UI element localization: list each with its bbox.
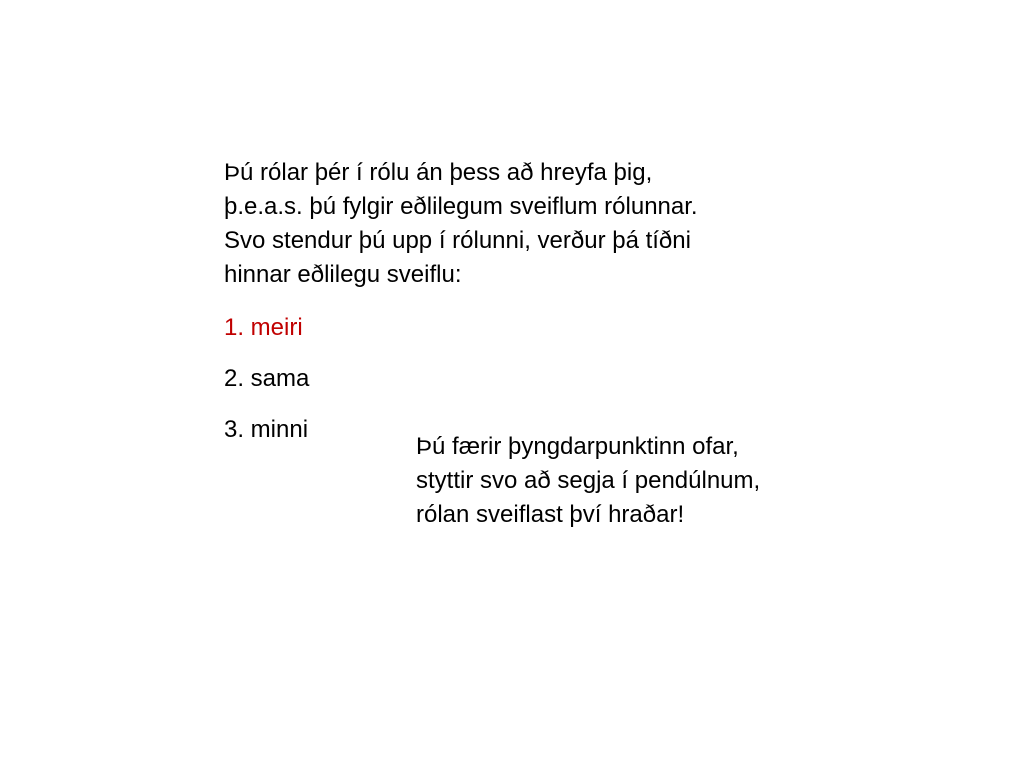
- question-line: Þú rólar þér í rólu án þess að hreyfa þig,: [224, 159, 653, 186]
- option-minni: 3. minni: [224, 416, 309, 443]
- question-line: þ.e.a.s. þú fylgir eðlilegum sveiflum rólunnar.: [224, 193, 698, 220]
- option-sama: 2. sama: [224, 365, 310, 392]
- answer-line: rólan sveiflast því hraðar!: [416, 501, 685, 528]
- answer-options: [224, 311, 309, 464]
- option-meiri: 1. meiri: [224, 314, 303, 341]
- answer-line: Þú færir þyngdarpunktinn ofar,: [416, 433, 739, 460]
- answer-explanation: [416, 430, 856, 532]
- question-line: hinnar eðlilegu sveiflu:: [224, 261, 462, 288]
- question-line: Svo stendur þú upp í rólunni, verður þá tíðni: [224, 227, 691, 254]
- answer-line: styttir svo að segja í pendúlnum,: [416, 467, 761, 494]
- question-text: [224, 156, 824, 292]
